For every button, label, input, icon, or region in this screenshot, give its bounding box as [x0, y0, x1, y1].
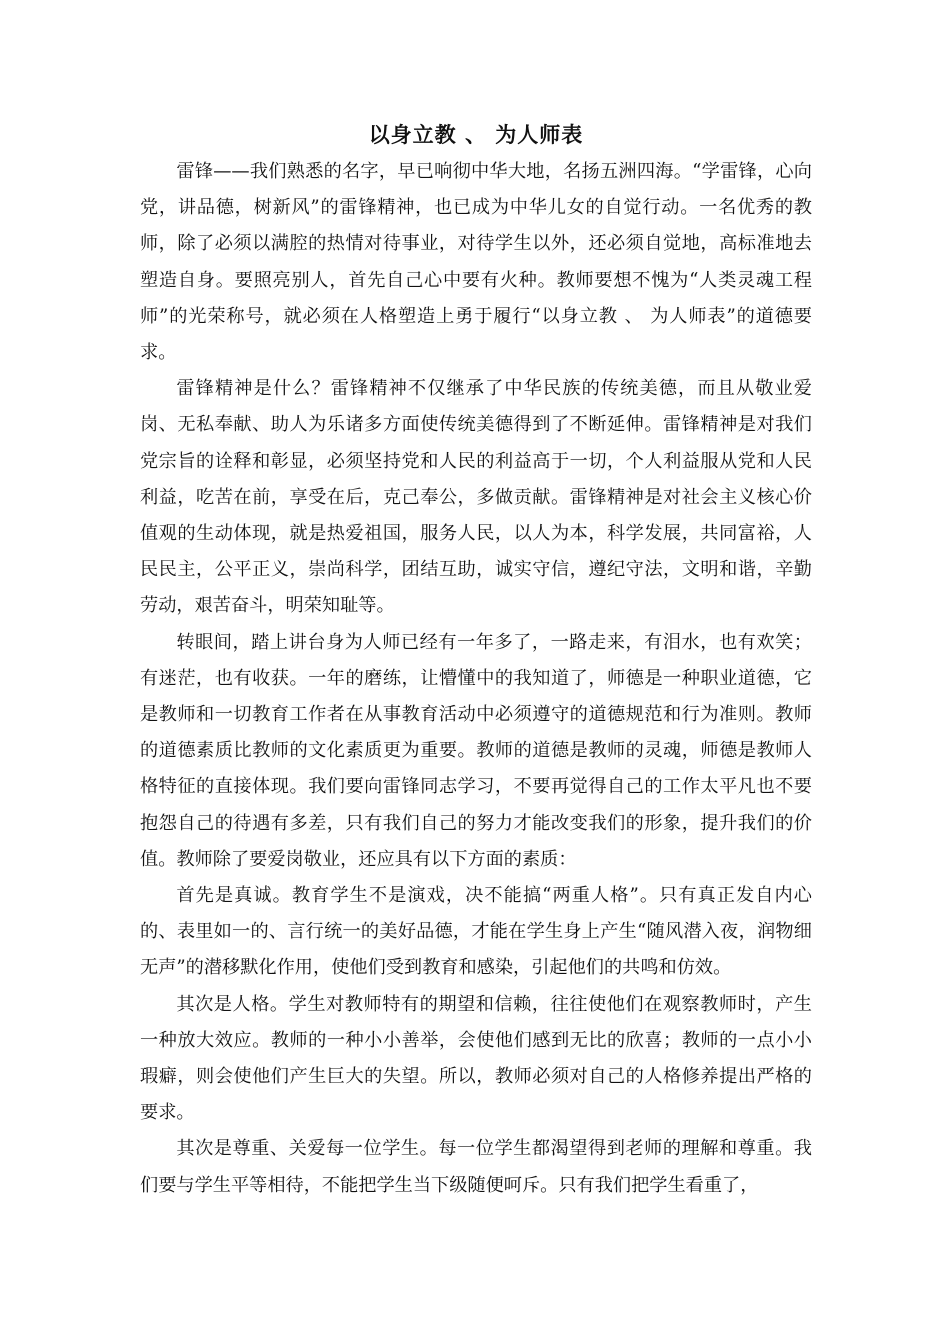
document-page: [140, 118, 812, 1204]
paragraph-3: 转眼间，踏上讲台身为人师已经有一年多了，一路走来，有泪水，也有欢笑；有迷茫，也有收获。一年的磨练，让懵懂中的我知道了，师德是一种职业道德，它是教师和一切教育工作者在从事教育活动中必须遵守的道德规范和行为准则。教师的道德素质比教师的文化素质更为重要。教师的道德是教师的灵魂，师德是教师人格特征的直接体现。我们要向雷锋同志学习，不要再觉得自己的工作太平凡也不要抱怨自己的待遇有多差，只有我们自己的努力才能改变我们的形象，提升我们的价值。教师除了要爱岗敬业，还应具有以下方面的素质：: [140, 631, 812, 870]
paragraph-2: 雷锋精神是什么？雷锋精神不仅继承了中华民族的传统美德，而且从敬业爱岗、无私奉献、助人为乐诸多方面使传统美德得到了不断延伸。雷锋精神是对我们党宗旨的诠释和彰显，必须坚持党和人民的利益高于一切，个人利益服从党和人民利益，吃苦在前，享受在后，克己奉公，多做贡献。雷锋精神是对社会主义核心价值观的生动体现，就是热爱祖国，服务人民，以人为本，科学发展，共同富裕，人民民主，公平正义，崇尚科学，团结互助，诚实守信，遵纪守法，文明和谐，辛勤劳动，艰苦奋斗，明荣知耻等。: [140, 378, 812, 617]
paragraph-5: 其次是人格。学生对教师特有的期望和信赖，往往使他们在观察教师时，产生一种放大效应。教师的一种小小善举，会使他们感到无比的欣喜；教师的一点小小瑕癖，则会使他们产生巨大的失望。所以，教师必须对自己的人格修养提出严格的要求。: [140, 993, 812, 1124]
paragraph-1: 雷锋——我们熟悉的名字，早已响彻中华大地，名扬五洲四海。“学雷锋，心向党，讲品德，树新风”的雷锋精神，也已成为中华儿女的自觉行动。一名优秀的教师，除了必须以满腔的热情对待事业，对待学生以外，还必须自觉地，高标准地去塑造自身。要照亮别人，首先自己心中要有火种。教师要想不愧为“人类灵魂工程师”的光荣称号，就必须在人格塑造上勇于履行“以身立教 、 为人师表”的道德要求。: [140, 161, 812, 364]
document-title: 以身立教 、 为人师表: [368, 123, 584, 147]
paragraph-4: 首先是真诚。教育学生不是演戏，决不能搞“两重人格”。只有真正发自内心的、表里如一的、言行统一的美好品德，才能在学生身上产生“随风潜入夜，润物细无声”的潜移默化作用，使他们受到教育和感染，引起他们的共鸣和仿效。: [140, 885, 812, 979]
paragraph-6: 其次是尊重、关爱每一位学生。每一位学生都渴望得到老师的理解和尊重。我们要与学生平等相待，不能把学生当下级随便呵斥。只有我们把学生看重了，: [140, 1138, 812, 1196]
